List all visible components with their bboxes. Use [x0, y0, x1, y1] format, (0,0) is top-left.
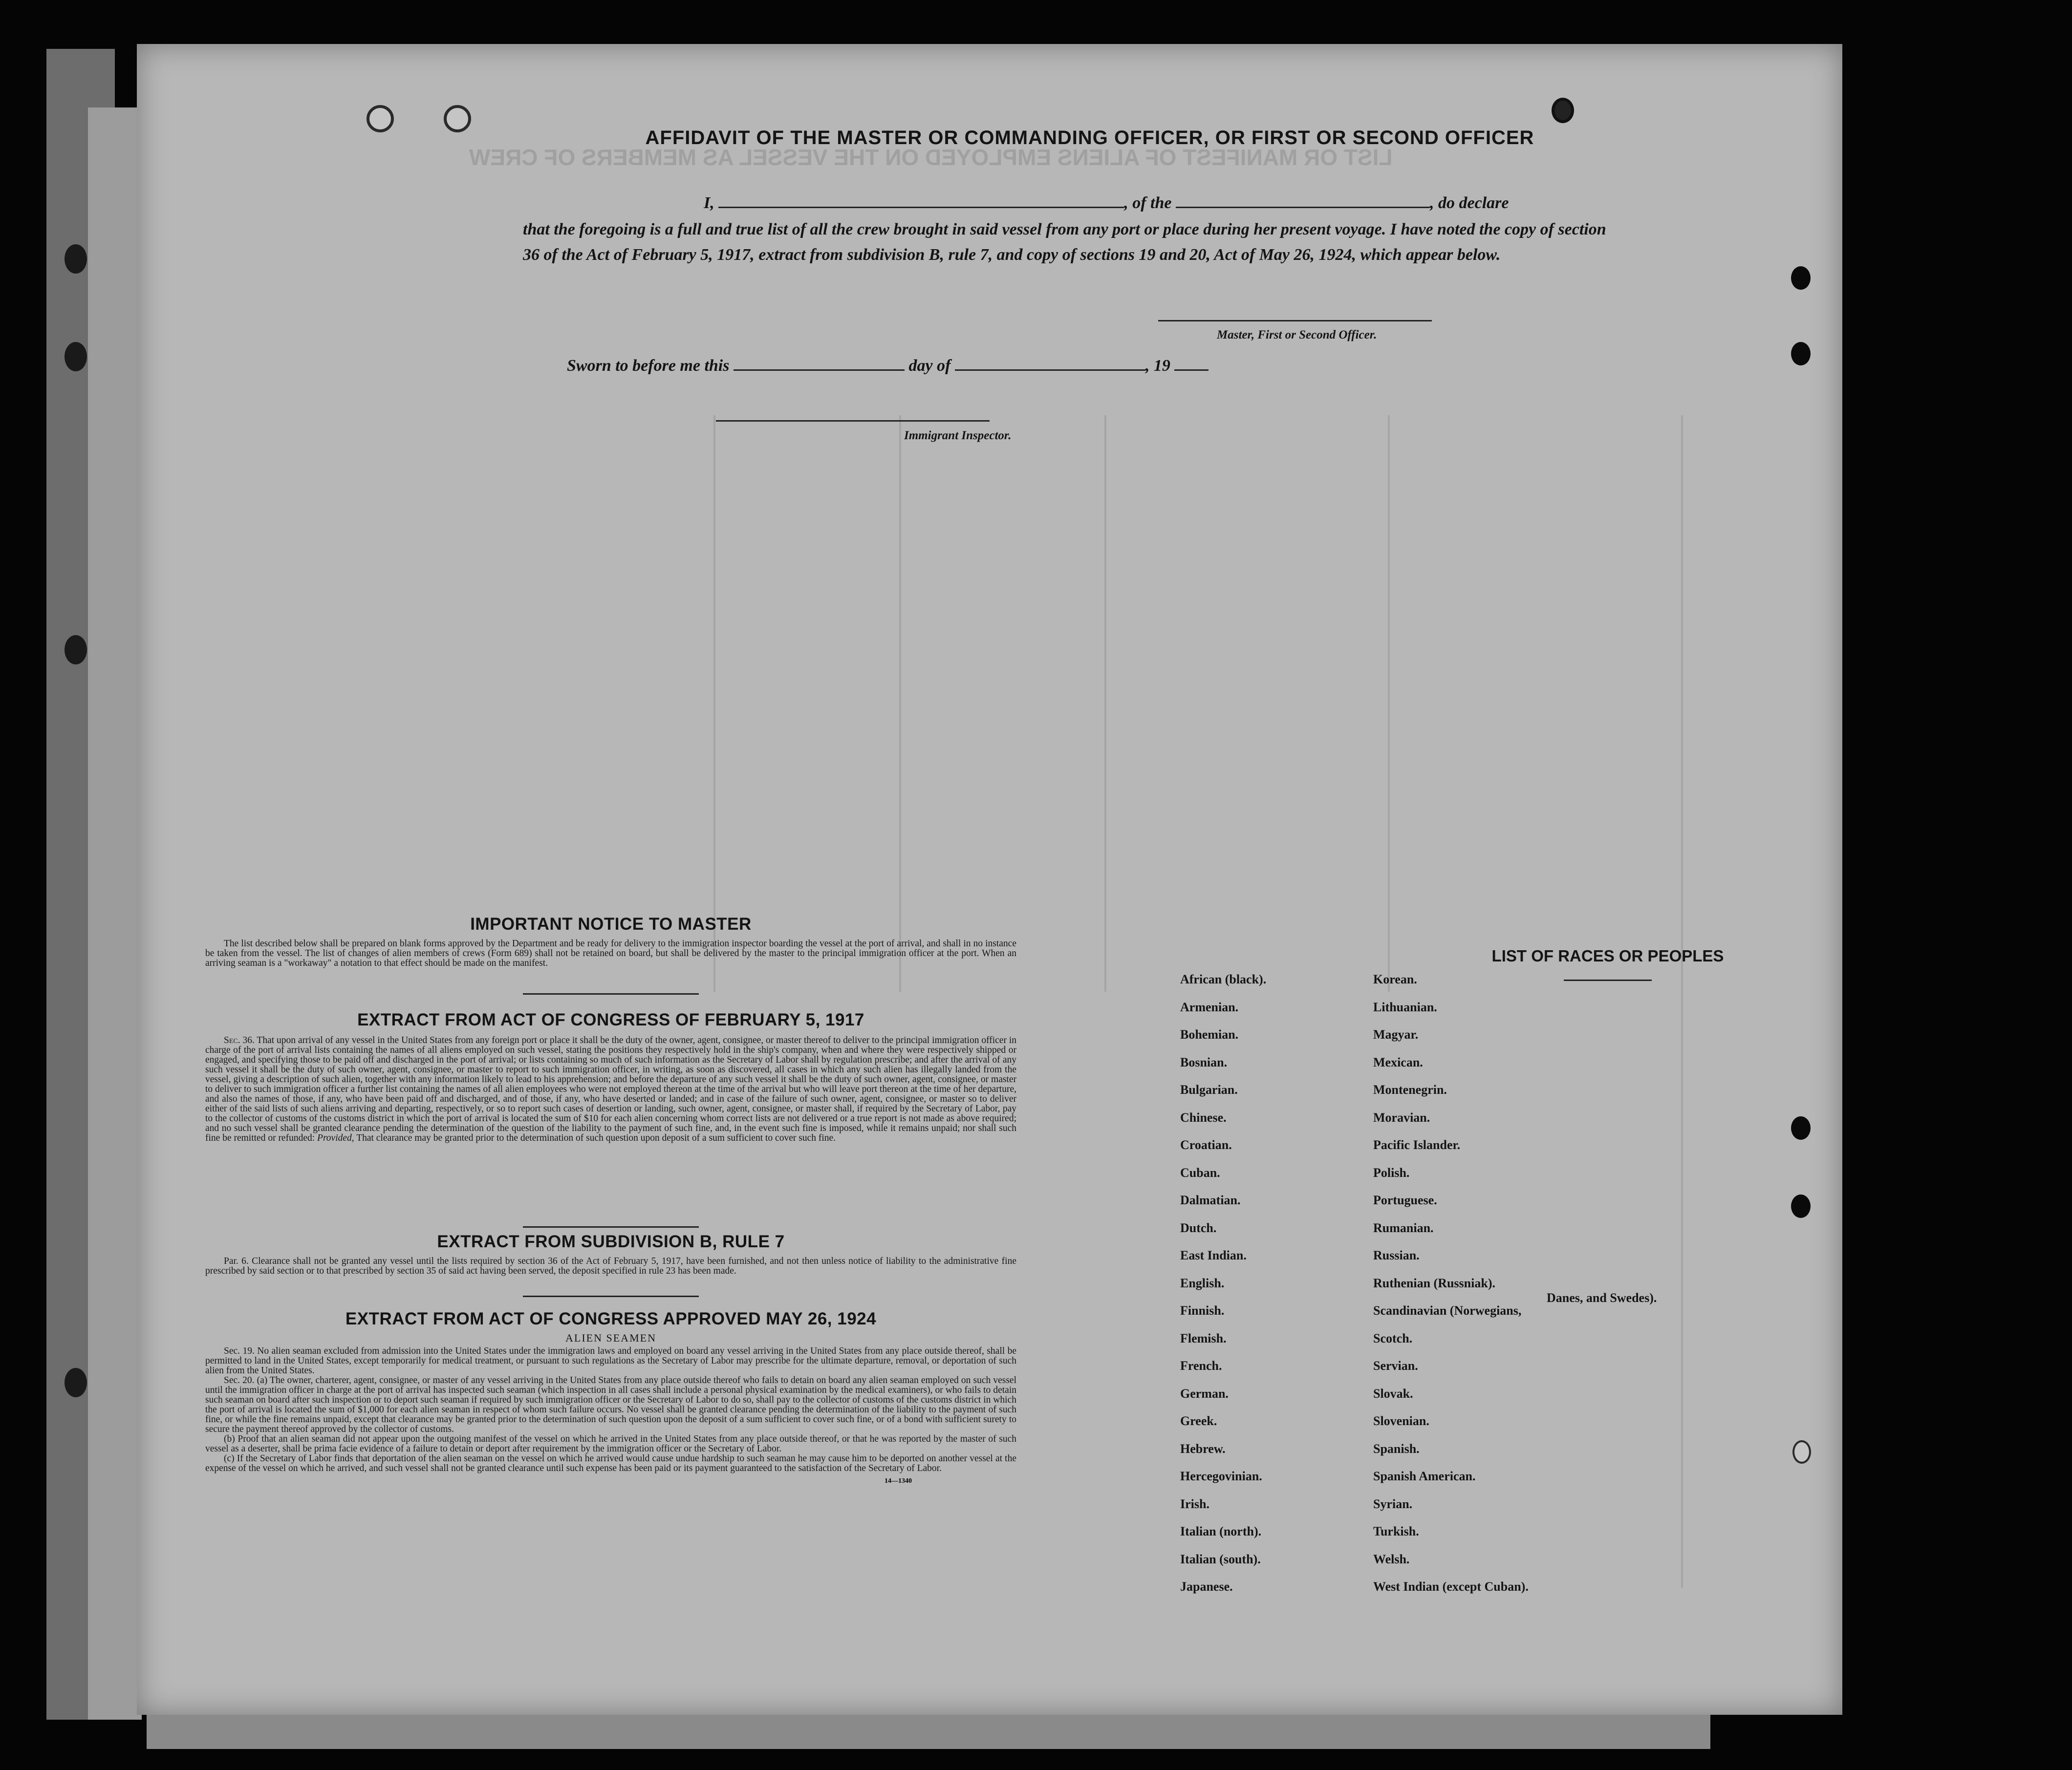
races-divider — [1564, 980, 1652, 981]
punch-ring — [444, 105, 471, 132]
race-item: Bohemian. — [1180, 1027, 1239, 1042]
bleed-through-rule — [713, 415, 715, 992]
race-item: Ruthenian (Russniak). — [1373, 1276, 1495, 1290]
sec-20c-text: (c) If the Secretary of Labor finds that deportation of the alien seaman on the vessel on which he arrived would cause undue hardship to such seaman he may cause him to be deported on another vessel at the expense of the vessel on which he arrived, and such vessel shall not be granted clearance until such expense has been paid or its payment guaranteed to the satisfaction of the Secretary of Labor. — [205, 1453, 1016, 1473]
race-item: Scotch. — [1373, 1331, 1413, 1345]
declaration-do-declare: , do declare — [1430, 194, 1509, 212]
underlying-sheet-edge — [88, 107, 142, 1720]
race-item: Bosnian. — [1180, 1055, 1228, 1069]
race-item: Spanish American. — [1373, 1469, 1476, 1483]
race-item: Welsh. — [1373, 1552, 1410, 1566]
race-item: Slovak. — [1373, 1386, 1413, 1401]
declaration-i: I, — [704, 194, 714, 212]
officer-signature-label: Master, First or Second Officer. — [1217, 328, 1377, 341]
race-item: Montenegrin. — [1373, 1083, 1447, 1097]
extract-1917-text — [205, 1036, 1016, 1143]
race-item: French. — [1180, 1359, 1222, 1373]
race-item: East Indian. — [1180, 1248, 1247, 1262]
vessel-blank — [1176, 207, 1430, 208]
extract-1924-section — [205, 1309, 1016, 1485]
race-item: Italian (north). — [1180, 1524, 1262, 1538]
race-item-continuation: Danes, and Swedes). — [1547, 1291, 1657, 1305]
race-item: Hebrew. — [1180, 1441, 1226, 1456]
race-item: Croatian. — [1180, 1138, 1232, 1152]
alien-seamen-subtitle: ALIEN SEAMEN — [565, 1332, 656, 1344]
name-blank — [718, 207, 1124, 208]
notice-text: The list described below shall be prepared on blank forms approved by the Department and be ready for delivery to the immigration inspector boarding the vessel at the port of arrival, and shall in no instance be taken from the vessel. The list of changes of alien members of crews (Form 689) shall not be retained on board, but shall be delivered by the master to the principal immigration officer at the port. When an arriving seaman is a "workaway" a notation to that effect should be made on the manifest. — [205, 938, 1016, 968]
bleed-through-header: LIST OR MANIFEST OF ALIENS EMPLOYED ON THE VESSEL AS MEMBERS OF CREW — [469, 145, 1393, 170]
race-item: Italian (south). — [1180, 1552, 1261, 1566]
race-item: Bulgarian. — [1180, 1083, 1238, 1097]
race-item: Rumanian. — [1373, 1220, 1434, 1235]
affidavit-declaration — [523, 191, 1618, 268]
notice-section — [205, 915, 1016, 968]
race-item: Turkish. — [1373, 1524, 1419, 1538]
sec-19-text: Sec. 19. No alien seaman excluded from admission into the United States under the immigration laws and employed on board any vessel arriving in the United States from any place outside thereof, shall be permitted to land in the United States, except temporarily for medical treatment, or pursuant to such regulations as the Secretary of Labor may prescribe for the ultimate departure, removal, or deportation of such alien from the United States. — [205, 1346, 1016, 1376]
sec-20a-text: Sec. 20. (a) The owner, charterer, agent, consignee, or master of any vessel arriving in the United States from any place outside thereof who fails to detain on board any alien seaman employed on such vessel until the immigration officer in charge at the port of arrival has inspected such seaman (which inspection in all cases shall include a personal physical examination by the medical examiners), or who fails to detain such seaman on board after such inspection or to deport such seaman if required by such immigration officer or the Secretary of Labor to do so, shall pay to the collector of customs of the customs district in which the port of arrival is located the sum of $1,000 for each alien seaman in respect of whom such failure occurs. No vessel shall be granted clearance pending the determination of the liability to the payment of such fine, or while the fine remains unpaid, except that clearance may be granted prior to the determination of such question upon the deposit of a sum sufficient to cover such fine, or of a bond with sufficient surety to secure the payment thereof approved by the collector of customs. — [205, 1375, 1016, 1434]
extract-1924-title: EXTRACT FROM ACT OF CONGRESS APPROVED MAY 26, 1924 — [345, 1309, 877, 1328]
race-item: Japanese. — [1180, 1579, 1233, 1594]
rule-7-text: Par. 6. Clearance shall not be granted any vessel until the lists required by section 36 of the Act of February 5, 1917, have been furnished, and not then unless notice of liability to the administrative fine prescribed by said section or to that prescribed by section 35 of said act having been served, the deposit specified in rule 23 has been made. — [205, 1256, 1016, 1276]
race-item: Portuguese. — [1373, 1193, 1437, 1207]
race-item: Dutch. — [1180, 1220, 1217, 1235]
binder-hole — [65, 342, 87, 371]
races-title: LIST OF RACES OR PEOPLES — [1491, 947, 1724, 965]
race-item: Slovenian. — [1373, 1414, 1429, 1428]
race-item: Spanish. — [1373, 1441, 1420, 1456]
race-item: Magyar. — [1373, 1027, 1419, 1042]
punch-ring — [1792, 1440, 1811, 1464]
section-divider — [523, 993, 699, 995]
section-divider — [523, 1226, 699, 1228]
race-item: Finnish. — [1180, 1303, 1225, 1318]
race-item: Chinese. — [1180, 1110, 1227, 1125]
officer-signature-line — [1158, 320, 1432, 321]
inspector-signature-line — [716, 420, 990, 422]
race-item: Polish. — [1373, 1165, 1410, 1180]
binder-hole — [65, 635, 87, 664]
section-divider — [523, 1296, 699, 1297]
race-item: Scandinavian (Norwegians, — [1373, 1303, 1522, 1318]
race-item: Greek. — [1180, 1414, 1217, 1428]
affidavit-title: AFFIDAVIT OF THE MASTER OR COMMANDING OFFICER, OR FIRST OR SECOND OFFICER — [645, 127, 1534, 149]
sworn-line — [567, 357, 1209, 375]
sworn-day-of: day of — [908, 357, 951, 375]
sworn-year-blank — [1174, 369, 1209, 371]
binder-hole — [1791, 1116, 1811, 1140]
race-item: English. — [1180, 1276, 1225, 1290]
sworn-label: Sworn to before me this — [567, 357, 730, 375]
race-item: Cuban. — [1180, 1165, 1220, 1180]
race-item: Mexican. — [1373, 1055, 1423, 1069]
binder-hole — [1791, 1194, 1811, 1218]
sec-36-proviso: That clearance may be granted prior to the determination of such question upon deposit of a sum sufficient to cover such fine. — [356, 1133, 836, 1143]
bleed-through-rule — [1104, 415, 1106, 992]
race-item: Lithuanian. — [1373, 1000, 1437, 1014]
rule-7-title: EXTRACT FROM SUBDIVISION B, RULE 7 — [437, 1232, 785, 1251]
punch-ring — [367, 105, 394, 132]
race-item: Servian. — [1373, 1359, 1418, 1373]
race-item: West Indian (except Cuban). — [1373, 1579, 1529, 1594]
race-item: Armenian. — [1180, 1000, 1239, 1014]
sec-36-label: Sec. 36. — [224, 1035, 255, 1045]
extract-1917-section — [205, 1010, 1016, 1143]
race-item: Syrian. — [1373, 1496, 1413, 1511]
binder-hole — [1791, 266, 1811, 290]
sec-20b-text: (b) Proof that an alien seaman did not appear upon the outgoing manifest of the vessel on which he arrived in the United States from any place outside thereof, or that he was reported by the master of such vessel as a deserter, shall be prima facie evidence of a failure to detain or deport after requirement by the immigration officer or the Secretary of Labor. — [205, 1434, 1016, 1454]
binder-hole — [65, 244, 87, 274]
sworn-day-blank — [734, 369, 905, 371]
inspector-signature-label: Immigrant Inspector. — [904, 429, 1012, 442]
provided-label: Provided, — [317, 1133, 354, 1143]
declaration-of-the: , of the — [1124, 194, 1172, 212]
binder-hole — [65, 1368, 87, 1397]
race-item: German. — [1180, 1386, 1229, 1401]
race-item: Russian. — [1373, 1248, 1420, 1262]
race-item: Moravian. — [1373, 1110, 1430, 1125]
sworn-month-blank — [955, 369, 1145, 371]
binder-hole — [1791, 342, 1811, 365]
sworn-year: , 19 — [1145, 357, 1170, 375]
bleed-through-rule — [1388, 415, 1390, 992]
bleed-through-rule — [899, 415, 901, 992]
race-item: Pacific Islander. — [1373, 1138, 1461, 1152]
race-item: African (black). — [1180, 972, 1267, 986]
race-item: Hercegovinian. — [1180, 1469, 1262, 1483]
form-number: 14—1340 — [885, 1477, 912, 1485]
race-item: Dalmatian. — [1180, 1193, 1241, 1207]
race-item: Flemish. — [1180, 1331, 1227, 1345]
sec-36-text: That upon arrival of any vessel in the United States from any foreign port or place it shall be the duty of the owner, agent, consignee, or master thereof to deliver to the principal immigration officer in charge of the port of arrival lists containing the names of all aliens employed on such vessel, stating the positions they respectively hold in the ship's company, when and where they were respectively shipped or engaged, and specifying those to be paid off and discharged in the port of arrival; or lists containing so much of such information as the Secretary of Labor shall by regulation prescribe; and after the arrival of any such vessel it shall be the duty of such owner, agent, consignee, or master to report to such immigration officer, in writing, as soon as discovered, all cases in which any such alien has illegally landed from the vessel, giving a description of such alien, together with any information likely to lead to his apprehension; and before the departure of any such vessel it shall be the duty of such owner, agent, consignee, or master to deliver to such immigration officer a further list containing the names of all alien employees who were not employed thereon at the time of the arrival but who will leave port thereon at the time of her departure, and also the names of those, if any, who have been paid off and discharged, and of those, if any, who have deserted or landed; and in case of the failure of such owner, agent, consignee, or master so to deliver either of the said lists of such aliens arriving and departing, respectively, or so to report such cases of desertion or landing, such owner, agent, consignee, or master shall, if required by the Secretary of Labor, pay to the collector of customs of the customs district in which the port of arrival is located the sum of $10 for each alien concerning whom correct lists are not delivered or a true report is not made as above required; and no such vessel shall be granted clearance pending the determination of the question of the liability to the payment of such fine, and, in the event such fine is imposed, while it remains unpaid; nor shall such fine be remitted or refunded: — [205, 1035, 1016, 1143]
race-item: Korean. — [1373, 972, 1417, 986]
extract-1917-title: EXTRACT FROM ACT OF CONGRESS OF FEBRUARY 5, 1917 — [357, 1010, 864, 1029]
punch-ring — [1552, 98, 1574, 123]
document-page — [137, 44, 1842, 1715]
notice-title: IMPORTANT NOTICE TO MASTER — [470, 915, 752, 934]
rule-7-section — [205, 1232, 1016, 1276]
bleed-through-rule — [1681, 415, 1683, 1588]
race-item: Irish. — [1180, 1496, 1209, 1511]
declaration-text: that the foregoing is a full and true list of all the crew brought in said vessel from any port or place during her present voyage. I have noted the copy of section 36 of the Act of February 5, 1917, extract from subdivision B, rule 7, and copy of sections 19 and 20, Act of May 26, 1924, which appear below. — [523, 220, 1606, 264]
